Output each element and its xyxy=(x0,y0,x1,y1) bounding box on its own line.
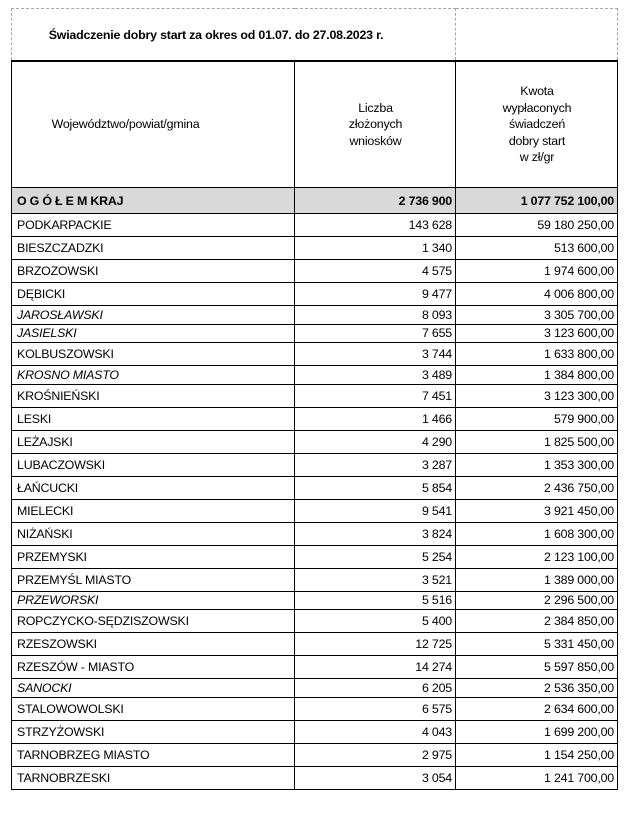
title-row xyxy=(12,9,618,62)
row-amount[interactable]: 2 296 500,00 xyxy=(456,591,618,610)
row-applications[interactable]: 3 287 xyxy=(295,453,456,476)
row-amount[interactable]: 2 123 100,00 xyxy=(456,545,618,568)
row-applications[interactable]: 4 043 xyxy=(295,720,456,743)
table-row xyxy=(12,545,618,568)
row-amount[interactable]: 3 921 450,00 xyxy=(456,499,618,522)
table-row xyxy=(12,568,618,591)
row-applications[interactable]: 7 451 xyxy=(295,384,456,407)
row-name[interactable]: ROPCZYCKO-SĘDZISZOWSKI xyxy=(12,610,295,633)
row-name[interactable]: PRZEMYŚL MIASTO xyxy=(12,568,295,591)
row-amount[interactable]: 3 123 300,00 xyxy=(456,384,618,407)
table-row xyxy=(12,366,618,385)
total-amount[interactable]: 1 077 752 100,00 xyxy=(456,188,618,214)
row-amount[interactable]: 1 699 200,00 xyxy=(456,720,618,743)
row-applications[interactable]: 4 290 xyxy=(295,430,456,453)
row-applications[interactable]: 1 466 xyxy=(295,407,456,430)
table-row xyxy=(12,610,618,633)
spreadsheet-table-container xyxy=(11,8,617,790)
row-amount[interactable]: 1 353 300,00 xyxy=(456,453,618,476)
row-applications[interactable]: 4 575 xyxy=(295,260,456,283)
row-applications[interactable]: 5 516 xyxy=(295,591,456,610)
table-row xyxy=(12,697,618,720)
row-applications[interactable]: 5 254 xyxy=(295,545,456,568)
row-name[interactable]: SANOCKI xyxy=(12,679,295,698)
row-name[interactable]: NIŻAŃSKI xyxy=(12,522,295,545)
header-line: w zł/gr xyxy=(519,150,555,165)
table-body xyxy=(12,214,618,790)
row-name[interactable]: STALOWOWOLSKI xyxy=(12,697,295,720)
row-applications[interactable]: 9 541 xyxy=(295,499,456,522)
table-row xyxy=(12,343,618,366)
table-row xyxy=(12,476,618,499)
table-row xyxy=(12,522,618,545)
table-row xyxy=(12,407,618,430)
table-row xyxy=(12,384,618,407)
row-applications[interactable]: 5 400 xyxy=(295,610,456,633)
table-row xyxy=(12,430,618,453)
row-applications[interactable]: 6 205 xyxy=(295,679,456,698)
row-amount[interactable]: 1 825 500,00 xyxy=(456,430,618,453)
row-amount[interactable]: 2 436 750,00 xyxy=(456,476,618,499)
row-name[interactable]: JASIELSKI xyxy=(12,324,295,343)
header-line: Liczba xyxy=(358,100,393,115)
row-amount[interactable]: 579 900,00 xyxy=(456,407,618,430)
row-amount[interactable]: 3 123 600,00 xyxy=(456,324,618,343)
table-row xyxy=(12,766,618,789)
row-amount[interactable]: 1 633 800,00 xyxy=(456,343,618,366)
row-applications[interactable]: 12 725 xyxy=(295,633,456,656)
row-name[interactable]: JAROSŁAWSKI xyxy=(12,306,295,325)
row-amount[interactable]: 2 634 600,00 xyxy=(456,697,618,720)
row-applications[interactable]: 8 093 xyxy=(295,306,456,325)
table-row xyxy=(12,283,618,306)
table-row xyxy=(12,679,618,698)
row-name[interactable]: MIELECKI xyxy=(12,499,295,522)
row-amount[interactable]: 513 600,00 xyxy=(456,237,618,260)
header-line: wypłaconych xyxy=(502,100,572,115)
total-row xyxy=(12,188,618,214)
row-name[interactable]: BIESZCZADZKI xyxy=(12,237,295,260)
table-row xyxy=(12,656,618,679)
empty-title-cell[interactable] xyxy=(456,9,618,62)
row-name[interactable]: PRZEWORSKI xyxy=(12,591,295,610)
row-name[interactable]: RZESZÓW - MIASTO xyxy=(12,656,295,679)
row-name[interactable]: STRZYŻOWSKI xyxy=(12,720,295,743)
row-applications[interactable]: 3 521 xyxy=(295,568,456,591)
row-name[interactable]: LUBACZOWSKI xyxy=(12,453,295,476)
row-name[interactable]: ŁAŃCUCKI xyxy=(12,476,295,499)
row-name[interactable]: PODKARPACKIE xyxy=(12,214,295,237)
row-amount[interactable]: 2 536 350,00 xyxy=(456,679,618,698)
row-amount[interactable]: 1 241 700,00 xyxy=(456,766,618,789)
row-applications[interactable]: 3 054 xyxy=(295,766,456,789)
header-row xyxy=(12,61,618,188)
table-row xyxy=(12,324,618,343)
row-amount[interactable]: 1 389 000,00 xyxy=(456,568,618,591)
header-line: świadczeń xyxy=(508,117,566,132)
total-applications[interactable]: 2 736 900 xyxy=(295,188,456,214)
header-line: Kwota xyxy=(520,84,554,99)
row-amount[interactable]: 5 597 850,00 xyxy=(456,656,618,679)
column-header-region[interactable]: Województwo/powiat/gmina xyxy=(12,61,295,188)
table-row xyxy=(12,499,618,522)
row-applications[interactable]: 6 575 xyxy=(295,697,456,720)
header-line: dobry start xyxy=(508,133,566,148)
row-amount[interactable]: 1 384 800,00 xyxy=(456,366,618,385)
row-name[interactable]: RZESZOWSKI xyxy=(12,633,295,656)
benefits-table xyxy=(11,8,618,790)
row-amount[interactable]: 59 180 250,00 xyxy=(456,214,618,237)
row-applications[interactable]: 3 489 xyxy=(295,366,456,385)
row-name[interactable]: BRZOZOWSKI xyxy=(12,260,295,283)
table-row xyxy=(12,260,618,283)
row-amount[interactable]: 1 974 600,00 xyxy=(456,260,618,283)
row-applications[interactable]: 9 477 xyxy=(295,283,456,306)
table-row xyxy=(12,633,618,656)
table-row xyxy=(12,720,618,743)
row-name[interactable]: LESKI xyxy=(12,407,295,430)
column-header-applications[interactable] xyxy=(295,61,456,188)
row-name[interactable]: LEŻAJSKI xyxy=(12,430,295,453)
row-name[interactable]: TARNOBRZEG MIASTO xyxy=(12,743,295,766)
table-row xyxy=(12,237,618,260)
row-name[interactable]: KOLBUSZOWSKI xyxy=(12,343,295,366)
row-amount[interactable]: 5 331 450,00 xyxy=(456,633,618,656)
row-applications[interactable]: 1 340 xyxy=(295,237,456,260)
row-name[interactable]: KROSNO MIASTO xyxy=(12,366,295,385)
row-name[interactable]: PRZEMYSKI xyxy=(12,545,295,568)
table-row xyxy=(12,214,618,237)
table-row xyxy=(12,453,618,476)
row-amount[interactable]: 1 154 250,00 xyxy=(456,743,618,766)
header-line: wniosków xyxy=(349,133,402,148)
header-line: złożonych xyxy=(348,117,403,132)
row-name[interactable]: KROŚNIEŃSKI xyxy=(12,384,295,407)
row-applications[interactable]: 143 628 xyxy=(295,214,456,237)
row-applications[interactable]: 3 824 xyxy=(295,522,456,545)
row-amount[interactable]: 4 006 800,00 xyxy=(456,283,618,306)
column-header-amount[interactable] xyxy=(456,61,618,188)
row-name[interactable]: DĘBICKI xyxy=(12,283,295,306)
document-title[interactable]: Świadczenie dobry start za okres od 01.07. do 27.08.2023 r. xyxy=(12,9,456,62)
row-name[interactable]: TARNOBRZESKI xyxy=(12,766,295,789)
table-row xyxy=(12,306,618,325)
row-applications[interactable]: 5 854 xyxy=(295,476,456,499)
row-applications[interactable]: 14 274 xyxy=(295,656,456,679)
row-amount[interactable]: 3 305 700,00 xyxy=(456,306,618,325)
row-applications[interactable]: 3 744 xyxy=(295,343,456,366)
row-amount[interactable]: 2 384 850,00 xyxy=(456,610,618,633)
total-label[interactable]: O G Ó Ł E M KRAJ xyxy=(12,188,295,214)
table-row xyxy=(12,591,618,610)
table-row xyxy=(12,743,618,766)
row-amount[interactable]: 1 608 300,00 xyxy=(456,522,618,545)
row-applications[interactable]: 2 975 xyxy=(295,743,456,766)
row-applications[interactable]: 7 655 xyxy=(295,324,456,343)
